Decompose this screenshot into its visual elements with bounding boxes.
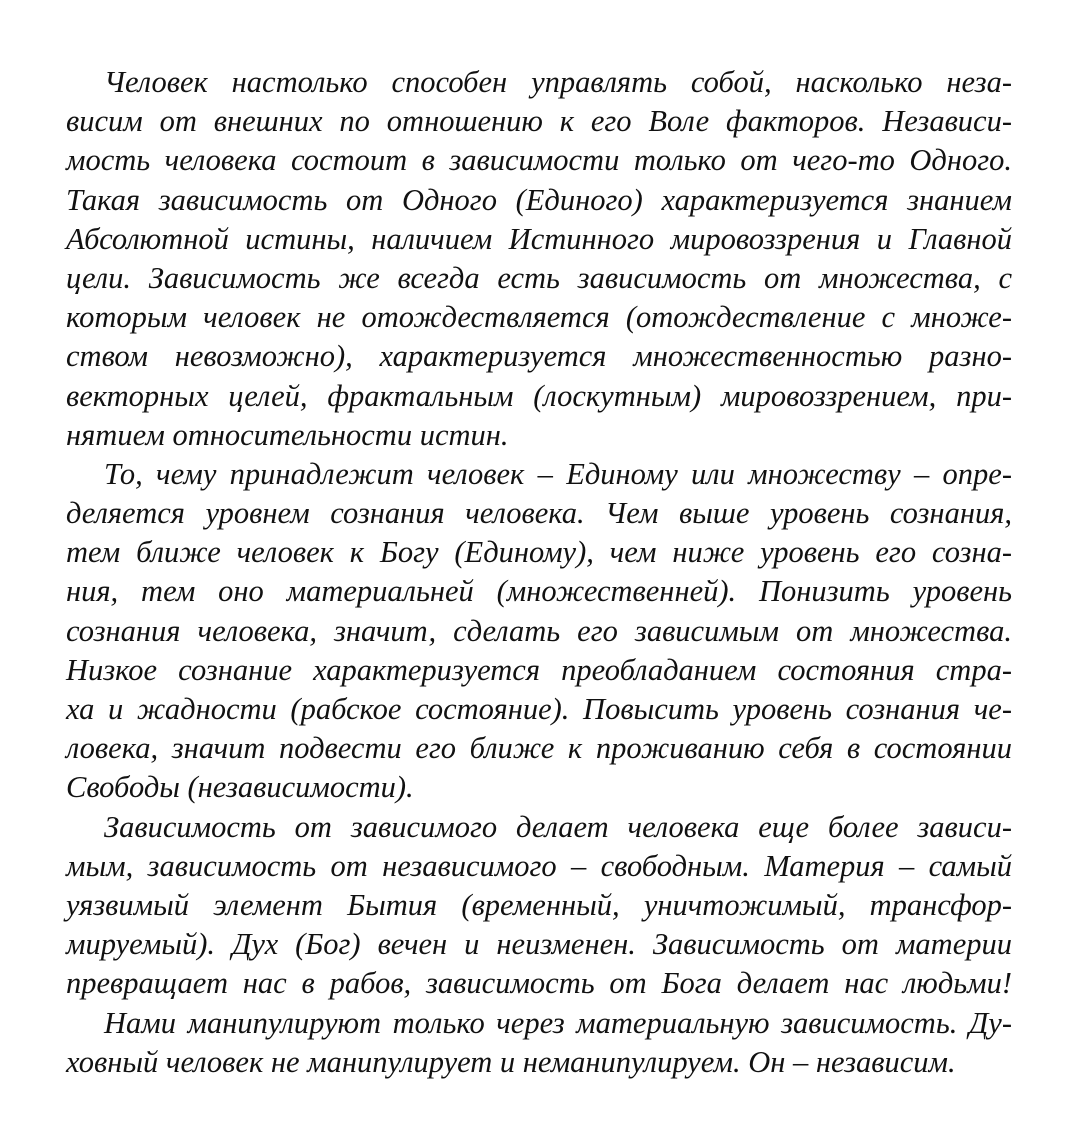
text-line: Нами манипулируют только через материальную зависимость. Ду- (104, 1005, 1012, 1040)
text-line: Такая зависимость от Одного (Единого) характеризуется знанием (66, 182, 1012, 217)
text-line: векторных целей, фрактальным (лоскутным) мировоззрением, при- (66, 378, 1012, 413)
text-line: которым человек не отождествляется (отождествление с множе- (66, 300, 1012, 335)
text-line: деляется уровнем сознания человека. Чем выше уровень сознания, (66, 496, 1012, 531)
text-line: мым, зависимость от независимого – свободным. Материя – самый (66, 848, 1012, 883)
text-line: Абсолютной истины, наличием Истинного мировоззрения и Главной (66, 221, 1012, 256)
text-line: цели. Зависимость же всегда есть зависимость от множества, с (66, 260, 1012, 295)
text-line: нятием относительности истин. (66, 417, 509, 452)
text-line: ха и жадности (рабское состояние). Повысить уровень сознания че- (66, 692, 1012, 726)
text-line: сознания человека, значит, сделать его зависимым от множества. (66, 613, 1012, 648)
text-line: ством невозможно), характеризуется множественностью разно- (66, 339, 1012, 374)
text-line: мируемый). Дух (Бог) вечен и неизменен. Зависимость от материи (66, 927, 1012, 962)
text-line: ловека, значит подвести его ближе к проживанию себя в состоянии (66, 731, 1012, 766)
text-line: висим от внешних по отношению к его Воле факторов. Независи- (66, 104, 1012, 139)
text-line: Зависимость от зависимого делает человека еще более зависи- (104, 809, 1012, 844)
text-line: Низкое сознание характеризуется преобладанием состояния стра- (66, 652, 1012, 687)
paragraph-3 (66, 808, 1012, 1004)
text-line: Свободы (независимости). (66, 770, 414, 805)
text-line: То, чему принадлежит человек – Единому или множеству – опре- (104, 456, 1012, 491)
text-line: тем ближе человек к Богу (Единому), чем ниже уровень его созна- (66, 535, 1012, 570)
text-line: мость человека состоит в зависимости только от чего-то Одного. (66, 143, 1012, 178)
paragraph-1 (66, 63, 1012, 455)
text-line: превращает нас в рабов, зависимость от Бога делает нас людьми! (66, 966, 1012, 1001)
paragraph-4 (66, 1004, 1012, 1082)
text-line: ховный человек не манипулирует и неманипулируем. Он – независим. (66, 1044, 956, 1079)
text-line: уязвимый элемент Бытия (временный, уничтожимый, трансфор- (66, 887, 1012, 922)
text-line: Человек настолько способен управлять собой, насколько неза- (104, 65, 1012, 99)
document-page (66, 63, 1012, 1082)
text-line: ния, тем оно материальней (множественней). Понизить уровень (66, 574, 1012, 609)
paragraph-2 (66, 455, 1012, 808)
